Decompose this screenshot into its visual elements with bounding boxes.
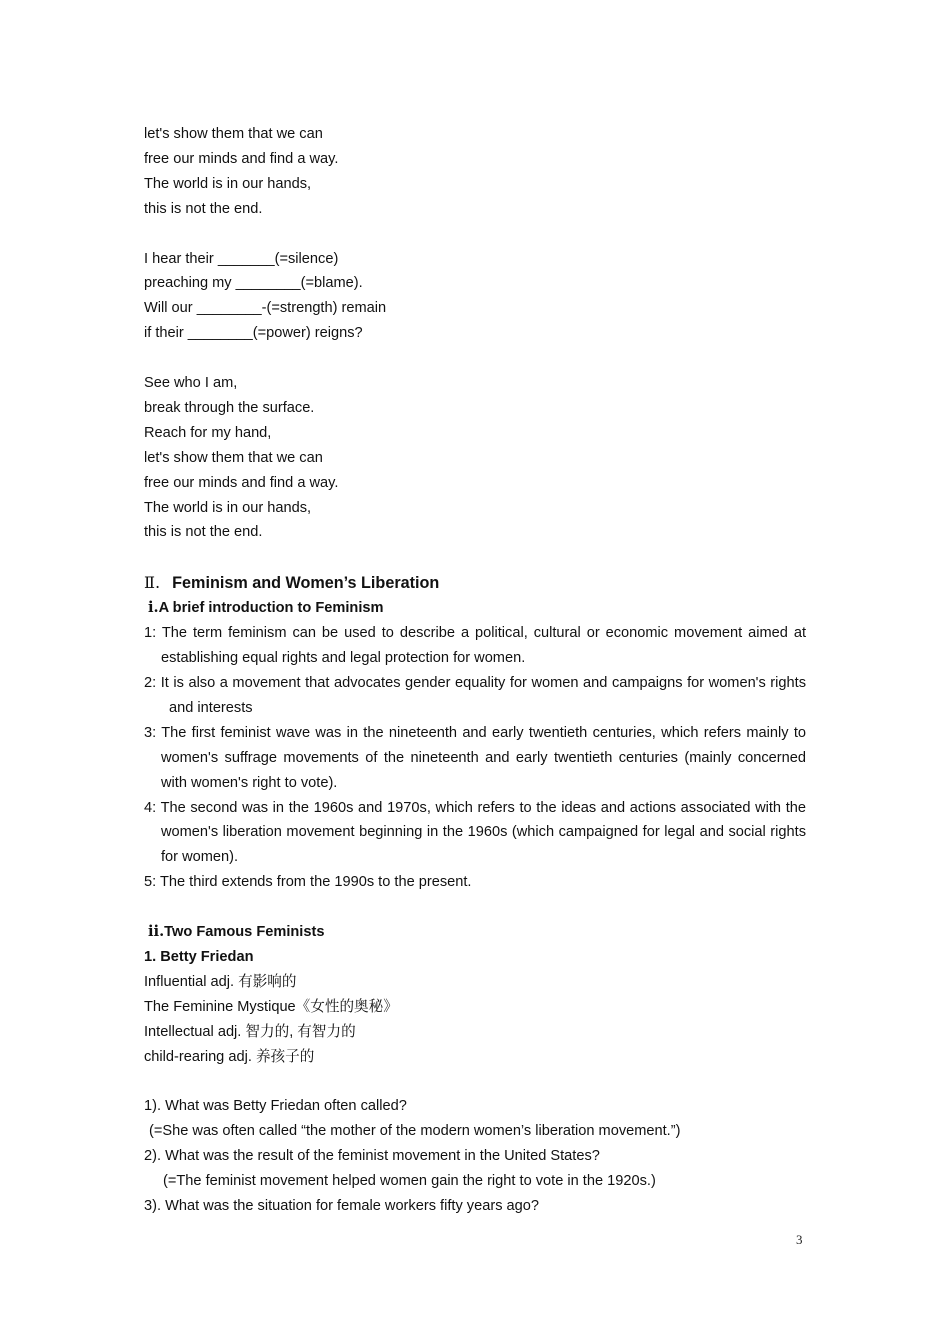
vocab-item: Intellectual adj. 智力的, 有智力的 (144, 1023, 356, 1040)
lyric-line: The world is in our hands, (144, 175, 312, 192)
question: 3). What was the situation for female workers fifty years ago? (144, 1197, 540, 1214)
lyric-line: See who I am, (144, 375, 238, 392)
section-heading (144, 570, 806, 596)
vocab-item: The Feminine Mystique《女性的奥秘》 (144, 998, 398, 1015)
question: 1). What was Betty Friedan often called? (144, 1098, 407, 1115)
vocab-item: child-rearing adj. 养孩子的 (144, 1048, 315, 1065)
subsection-heading (144, 920, 806, 945)
list-item: 1: The term feminism can be used to describe a political, cultural or economic movement aimed at establishing equal rights and legal protection for women. (144, 625, 806, 667)
questions-list (144, 1094, 806, 1219)
lyric-line: let's show them that we can (144, 126, 323, 142)
lyric-blank-line: I hear their _______(=silence) (144, 250, 339, 267)
answer: (=The feminist movement helped women gain the right to vote in the 1920s.) (163, 1173, 656, 1190)
list-item: 5: The third extends from the 1990s to the present. (144, 874, 472, 891)
document-page (144, 122, 806, 1219)
lyrics-stanza-2 (144, 247, 806, 347)
list-item: 3: The first feminist wave was in the nineteenth and early twentieth centuries, which refers mainly to women's suffrage movements of the nineteenth and early twentieth centuries (mainly concerned with women's right to vote). (144, 724, 806, 791)
page-number: 3 (796, 1232, 803, 1247)
subsection-numeral: ⅰ. (148, 599, 159, 617)
lyrics-stanza-1 (144, 122, 806, 222)
lyric-blank-line: Will our ________-(=strength) remain (144, 300, 387, 317)
answer: (=She was often called “the mother of the modern women’s liberation movement.”) (149, 1123, 681, 1140)
lyric-line: break through the surface. (144, 399, 315, 416)
lyric-line: this is not the end. (144, 524, 263, 541)
lyrics-stanza-3 (144, 371, 806, 545)
vocabulary-list (144, 970, 806, 1070)
lyric-blank-line: preaching my ________(=blame). (144, 275, 363, 292)
lyric-blank-line: if their ________(=power) reigns? (144, 325, 363, 342)
lyric-line: let's show them that we can (144, 449, 323, 466)
subsection-numeral: ⅱ. (148, 923, 165, 941)
spacer (144, 222, 806, 247)
question: 2). What was the result of the feminist movement in the United States? (144, 1148, 600, 1165)
spacer (144, 895, 806, 920)
lyric-line: free our minds and find a way. (144, 150, 339, 167)
subsection-heading (144, 596, 806, 621)
person-heading: 1. Betty Friedan (144, 948, 254, 965)
subsection-title: A brief introduction to Feminism (158, 600, 384, 617)
vocab-item: Influential adj. 有影响的 (144, 973, 297, 990)
spacer (144, 346, 806, 371)
lyric-line: free our minds and find a way. (144, 474, 339, 491)
lyric-line: this is not the end. (144, 200, 263, 217)
lyric-line: The world is in our hands, (144, 499, 312, 516)
section-title: Feminism and Women’s Liberation (172, 574, 440, 593)
spacer (144, 1069, 806, 1094)
list-item: 4: The second was in the 1960s and 1970s, which refers to the ideas and actions associated with the women's liberation movement beginning in the 1960s (which campaigned for legal and social rights for women). (144, 799, 806, 866)
section-numeral: Ⅱ. (144, 573, 161, 593)
subsection-title: Two Famous Feminists (164, 924, 325, 941)
list-item: 2: It is also a movement that advocates gender equality for women and campaigns for women's rights and interests (144, 674, 806, 716)
lyric-line: Reach for my hand, (144, 424, 272, 441)
spacer (144, 545, 806, 570)
feminism-list (144, 621, 806, 895)
